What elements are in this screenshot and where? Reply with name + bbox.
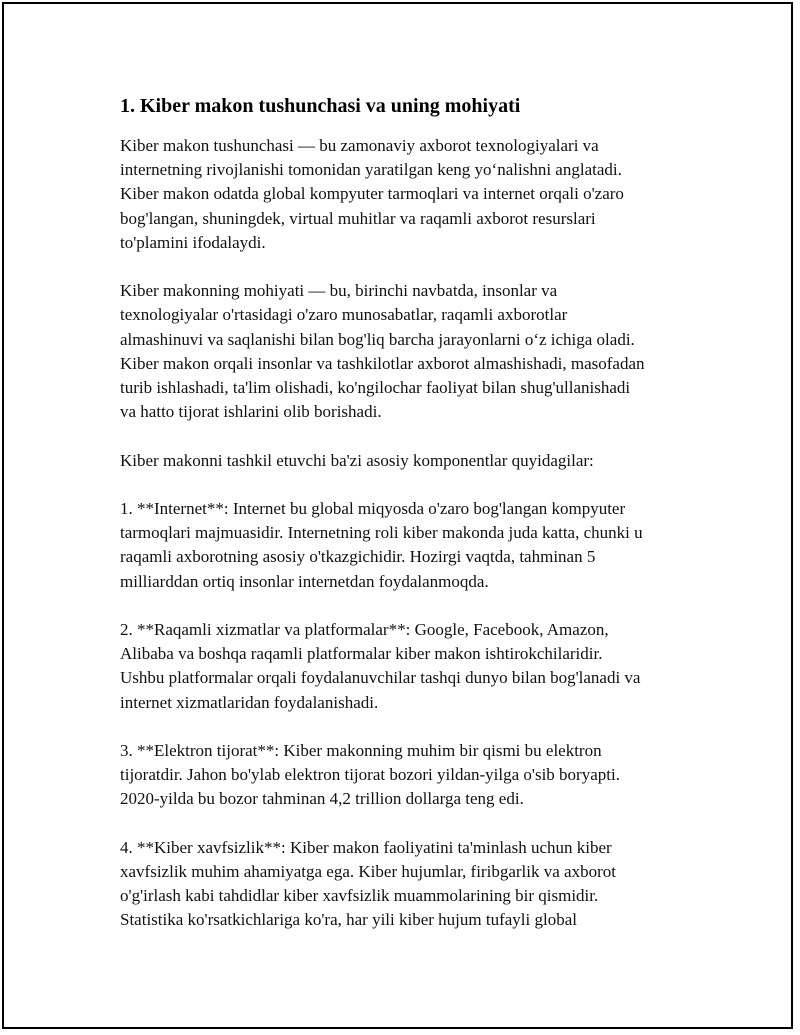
list-item-internet: 1. **Internet**: Internet bu global miqyosda o'zaro bog'langan kompyuter tarmoqlari majmuasidir. Internetning roli kiber makonda juda katta, chunki u raqamli axborotning asosiy o'tkazgichidir. Hozirgi vaqtda, tahminan 5 milliarddan ortiq insonlar internetdan foydalanmoqda. bbox=[120, 499, 643, 591]
section-heading: 1. Kiber makon tushunchasi va uning mohiyati bbox=[120, 95, 521, 117]
document-page bbox=[2, 2, 793, 1029]
list-item-e-commerce: 3. **Elektron tijorat**: Kiber makonning muhim bir qismi bu elektron tijoratdir. Jahon bo'ylab elektron tijorat bozori yildan-yilga o'sib boryapti. 2020-yilda bu bozor tahminan 4,2 trillion dollarga teng edi. bbox=[120, 741, 620, 809]
list-item-digital-platforms: 2. **Raqamli xizmatlar va platformalar**: Google, Facebook, Amazon, Alibaba va boshqa raqamli platformalar kiber makon ishtirokchilaridir. Ushbu platformalar orqali foydalanuvchilar tashqi dunyo bilan bog'lanadi va internet xizmatlaridan foydalanishadi. bbox=[120, 620, 641, 712]
list-item-cyber-security: 4. **Kiber xavfsizlik**: Kiber makon faoliyatini ta'minlash uchun kiber xavfsizlik muhim ahamiyatga ega. Kiber hujumlar, firibgarlik va axborot o'g'irlash kabi tahdidlar kiber xavfsizlik muammolarining bir qismidir. Statistika ko'rsatkichlariga ko'ra, har yili kiber hujum tufayli global bbox=[120, 837, 616, 930]
document-body bbox=[120, 92, 700, 957]
paragraph-definition: Kiber makon tushunchasi — bu zamonaviy axborot texnologiyalari va internetning rivojlanishi tomonidan yaratilgan keng yo‘nalishni anglatadi. Kiber makon odatda global kompyuter tarmoqlari va internet orqali o'zaro bog'langan, shuningdek, virtual muhitlar va raqamli axborot resurslari to'plamini ifodalaydi. bbox=[120, 136, 624, 252]
paragraph-components-intro: Kiber makonni tashkil etuvchi ba'zi asosiy komponentlar quyidagilar: bbox=[120, 450, 594, 470]
paragraph-essence: Kiber makonning mohiyati — bu, birinchi navbatda, insonlar va texnologiyalar o'rtasidagi o'zaro munosabatlar, raqamli axborotlar almashinuvi va saqlanishi bilan bog'liq barcha jarayonlarni o‘z ichiga oladi. Kiber makon orqali insonlar va tashkilotlar axborot almashishadi, masofadan turib ishlashadi, ta'lim olishadi, ko'ngilochar faoliyat bilan shug'ullanishadi va hatto tijorat ishlarini olib borishadi. bbox=[120, 281, 645, 422]
